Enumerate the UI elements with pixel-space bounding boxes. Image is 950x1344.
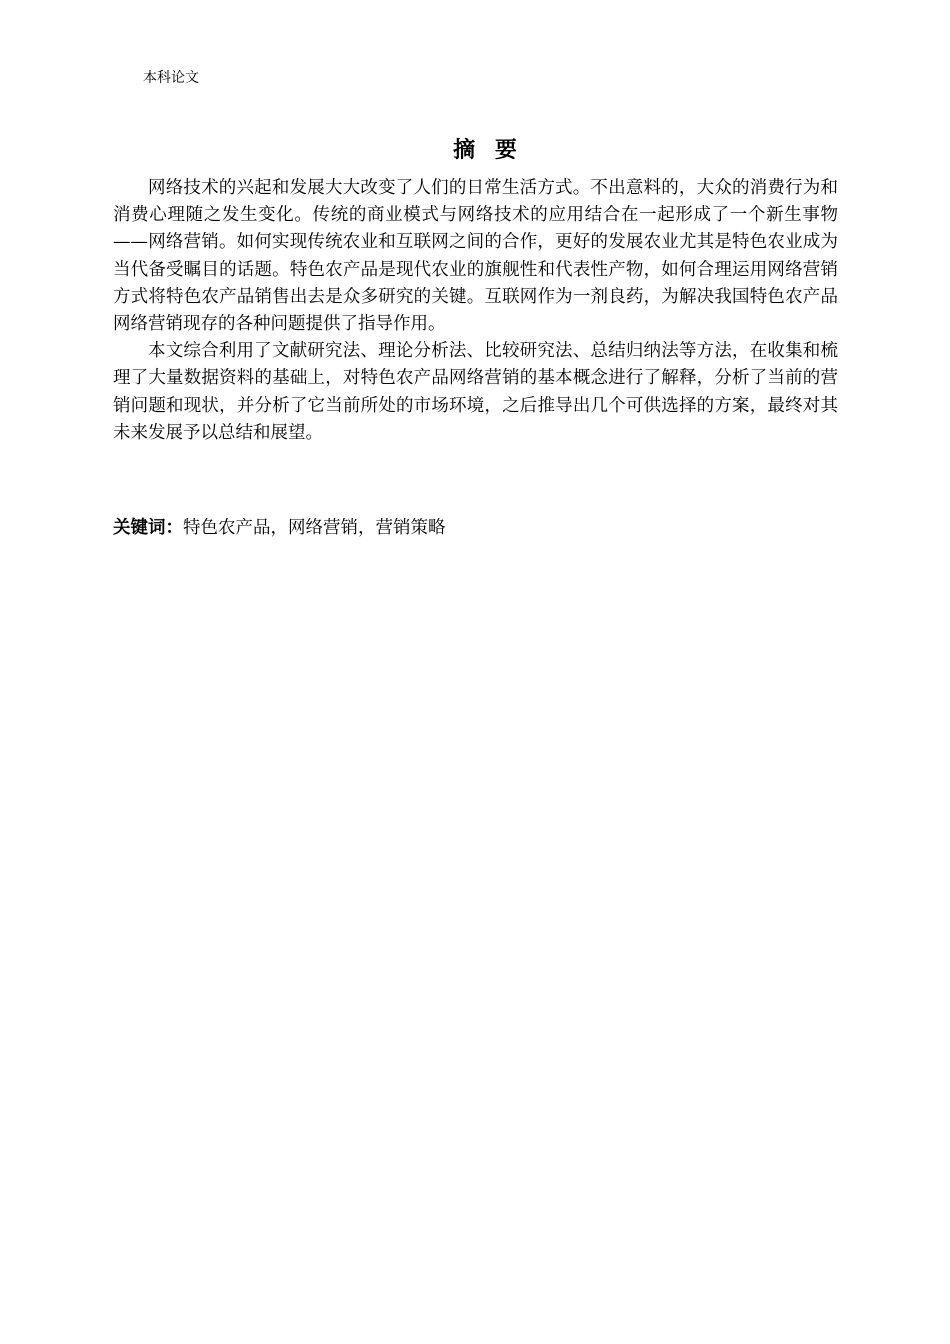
- abstract-paragraph-2: 本文综合利用了文献研究法、理论分析法、比较研究法、总结归纳法等方法，在收集和梳理了大量数据资料的基础上，对特色农产品网络营销的基本概念进行了解释，分析了当前的营销问题和现状，并分析了它当前所处的市场环境，之后推导出几个可供选择的方案，最终对其未来发展予以总结和展望。: [113, 341, 838, 443]
- keywords-line: [113, 515, 838, 542]
- abstract-body: [113, 175, 838, 447]
- abstract-title: 摘 要: [453, 138, 523, 163]
- abstract-paragraph-1: 网络技术的兴起和发展大大改变了人们的日常生活方式。不出意料的，大众的消费行为和消费心理随之发生变化。传统的商业模式与网络技术的应用结合在一起形成了一个新生事物——网络营销。如何实现传统农业和互联网之间的合作，更好的发展农业尤其是特色农业成为当代备受瞩目的话题。特色农产品是现代农业的旗舰性和代表性产物，如何合理运用网络营销方式将特色农产品销售出去是众多研究的关键。互联网作为一剂良药，为解决我国特色农产品网络营销现存的各种问题提供了指导作用。: [113, 178, 838, 335]
- keywords-value: 特色农产品，网络营销，营销策略: [183, 518, 446, 538]
- keywords-label: 关键词：: [113, 518, 183, 538]
- document-header-label: 本科论文: [143, 70, 199, 86]
